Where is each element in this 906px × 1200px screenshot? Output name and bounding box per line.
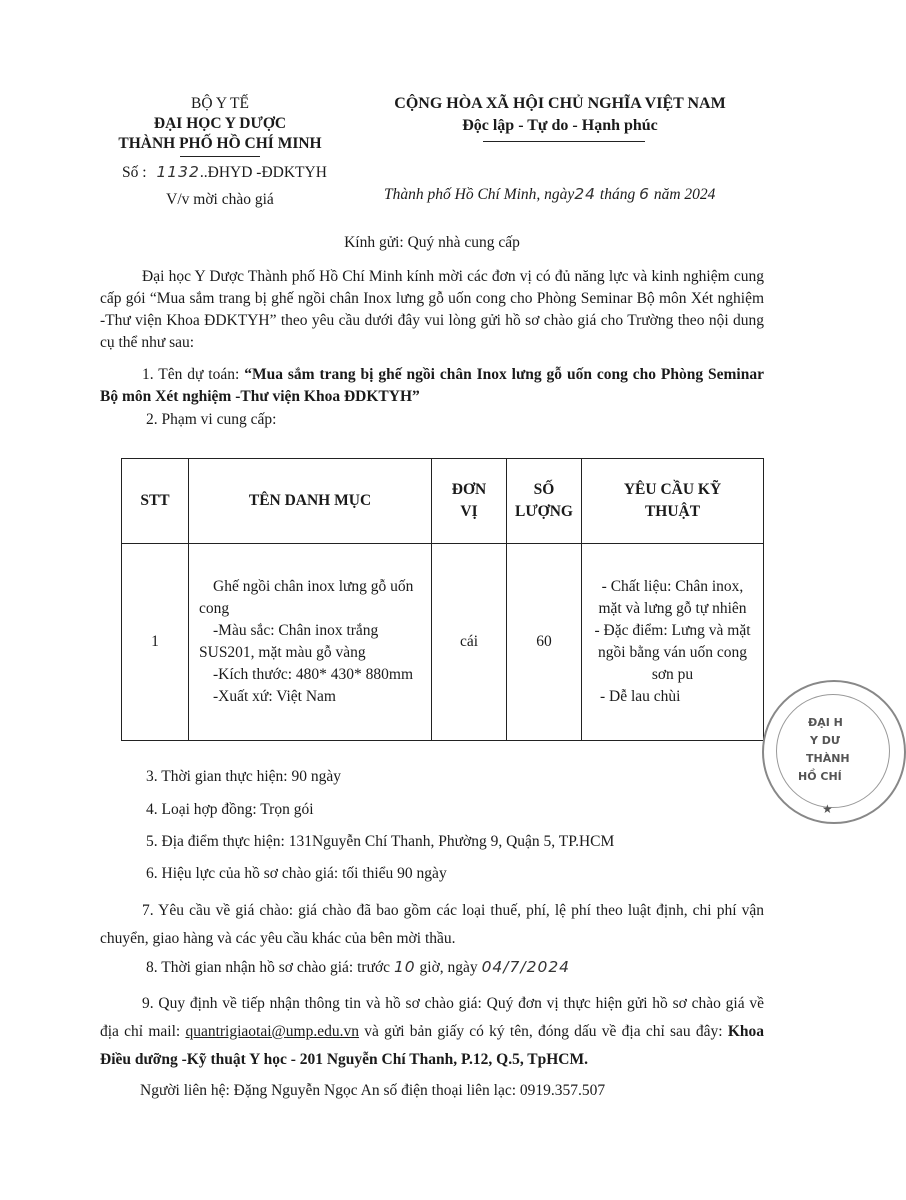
date-month: 6 bbox=[639, 185, 650, 203]
item-5: 5. Địa điểm thực hiện: 131Nguyễn Chí Thanh, Phường 9, Quận 5, TP.HCM bbox=[146, 833, 615, 850]
item-1 bbox=[100, 364, 764, 408]
motto: Độc lập - Tự do - Hạnh phúc bbox=[462, 117, 658, 134]
official-stamp bbox=[762, 680, 906, 824]
stamp-inner-ring bbox=[776, 694, 890, 808]
date-prefix: Thành phố Hồ Chí Minh, ngày bbox=[384, 186, 575, 203]
row-name-size: -Kích thước: 480* 430* 880mm bbox=[213, 666, 413, 683]
header-name: TÊN DANH MỤC bbox=[189, 459, 432, 544]
table-row bbox=[122, 544, 764, 741]
university-name-line1: ĐẠI HỌC Y DƯỢC bbox=[153, 115, 287, 132]
row-name-color: -Màu sắc: Chân inox trắng SUS201, mặt màu gỗ vàng bbox=[199, 622, 379, 661]
header-req bbox=[582, 459, 764, 544]
items-table bbox=[121, 458, 764, 741]
header-qty-l2: LƯỢNG bbox=[515, 503, 573, 520]
header-req-l1: YÊU CẦU KỸ bbox=[623, 481, 722, 498]
item-2: 2. Phạm vi cung cấp: bbox=[146, 411, 277, 428]
salutation: Kính gửi: Quý nhà cung cấp bbox=[344, 234, 520, 251]
header-left-underline bbox=[180, 156, 260, 157]
row-stt: 1 bbox=[122, 544, 189, 741]
item-9-text: 9. Quy định về tiếp nhận thông tin và hồ sơ chào giá: Quý đơn vị thực hiện gửi hồ sơ chào giá về địa chỉ mail: bbox=[100, 995, 764, 1040]
stamp-text-1: ĐẠI H bbox=[808, 716, 843, 729]
republic-title: CỘNG HÒA XÃ HỘI CHỦ NGHĨA VIỆT NAM bbox=[394, 95, 726, 112]
header-unit-l1: ĐƠN bbox=[451, 481, 487, 498]
header-qty bbox=[507, 459, 582, 544]
row-req-2: - Đặc điểm: Lưng và mặt ngồi bằng ván uốn cong sơn pu bbox=[594, 622, 751, 683]
item-9-after: và gửi bản giấy có ký tên, đóng dấu về địa chỉ sau đây: bbox=[364, 1023, 723, 1040]
item-9-address: Khoa Điều dưỡng -Kỹ thuật Y học - 201 Nguyễn Chí Thanh, P.12, Q.5, TpHCM. bbox=[100, 1023, 764, 1068]
item-4: 4. Loại hợp đồng: Trọn gói bbox=[146, 801, 314, 818]
header-unit-l2: VỊ bbox=[460, 503, 478, 520]
doc-number-suffix: ĐHYD -ĐDKTYH bbox=[207, 164, 327, 181]
row-req-3: - Dễ lau chùi bbox=[600, 688, 681, 705]
doc-number-label: Số : bbox=[122, 164, 147, 181]
item-9 bbox=[100, 990, 764, 1074]
item-7: 7. Yêu cầu về giá chào: giá chào đã bao gồm các loại thuế, phí, lệ phí theo luật định, chi phí vận chuyển, giao hàng và các yêu cầu khác của bên mời thầu. bbox=[100, 902, 764, 947]
row-req bbox=[582, 544, 764, 741]
intro-paragraph: Đại học Y Dược Thành phố Hồ Chí Minh kính mời các đơn vị có đủ năng lực và kinh nghiệm cung cấp gói “Mua sắm trang bị ghế ngồi chân Inox lưng gỗ uốn cong cho Phòng Seminar Bộ môn Xét nghiệm -Thư viện Khoa ĐDKTYH” theo yêu cầu dưới đây vui lòng gửi hồ sơ chào giá cho Trường theo nội dung cụ thể như sau: bbox=[100, 268, 764, 351]
row-name bbox=[189, 544, 432, 741]
date-day: 24 bbox=[574, 185, 597, 203]
contact-person: Người liên hệ: Đặng Nguyễn Ngọc An số điện thoại liên lạc: 0919.357.507 bbox=[140, 1082, 606, 1099]
item-8 bbox=[146, 958, 570, 977]
date-year: năm 2024 bbox=[653, 186, 716, 203]
row-name-main: Ghế ngồi chân inox lưng gỗ uốn cong bbox=[199, 578, 414, 617]
date-month-label: tháng bbox=[599, 186, 636, 203]
university-name-line2: THÀNH PHỐ HỒ CHÍ MINH bbox=[118, 135, 322, 152]
header-right-underline bbox=[483, 141, 645, 142]
table-header-row bbox=[122, 459, 764, 544]
stamp-star-icon: ★ bbox=[822, 802, 833, 816]
ministry: BỘ Y TẾ bbox=[191, 95, 249, 112]
row-qty: 60 bbox=[507, 544, 582, 741]
item-8-mid: giờ, ngày bbox=[419, 959, 478, 976]
header-unit bbox=[432, 459, 507, 544]
item-3: 3. Thời gian thực hiện: 90 ngày bbox=[146, 768, 341, 785]
item-8-prefix: 8. Thời gian nhận hồ sơ chào giá: trước bbox=[146, 959, 391, 976]
item-8-date: 04/7/2024 bbox=[481, 958, 571, 976]
item-1-label: 1. Tên dự toán: bbox=[142, 366, 240, 383]
row-req-1: - Chất liệu: Chân inox, mặt và lưng gỗ tự nhiên bbox=[598, 578, 747, 617]
doc-number: Số : 1132..ĐHYD -ĐDKTYH bbox=[122, 163, 327, 181]
stamp-text-4: HỒ CHÍ bbox=[798, 770, 842, 783]
header-qty-l1: SỐ bbox=[533, 481, 555, 498]
stamp-text-3: THÀNH bbox=[806, 752, 850, 765]
row-name-origin: -Xuất xứ: Việt Nam bbox=[213, 688, 336, 705]
item-6: 6. Hiệu lực của hồ sơ chào giá: tối thiểu 90 ngày bbox=[146, 865, 447, 882]
doc-number-handwritten: 1132 bbox=[156, 163, 200, 181]
issue-date bbox=[384, 185, 715, 204]
header-req-l2: THUẬT bbox=[644, 503, 701, 520]
item-8-hour: 10 bbox=[393, 958, 416, 976]
item-1-title: “Mua sắm trang bị ghế ngồi chân Inox lưng gỗ uốn cong cho Phòng Seminar Bộ môn Xét nghiệm -Thư viện Khoa ĐDKTYH” bbox=[100, 366, 764, 405]
row-unit: cái bbox=[432, 544, 507, 741]
stamp-text-2: Y DƯ bbox=[810, 734, 841, 747]
header-stt: STT bbox=[122, 459, 189, 544]
subject-line: V/v mời chào giá bbox=[166, 191, 274, 208]
contact-email-link[interactable]: quantrigiaotai@ump.edu.vn bbox=[185, 1023, 359, 1040]
